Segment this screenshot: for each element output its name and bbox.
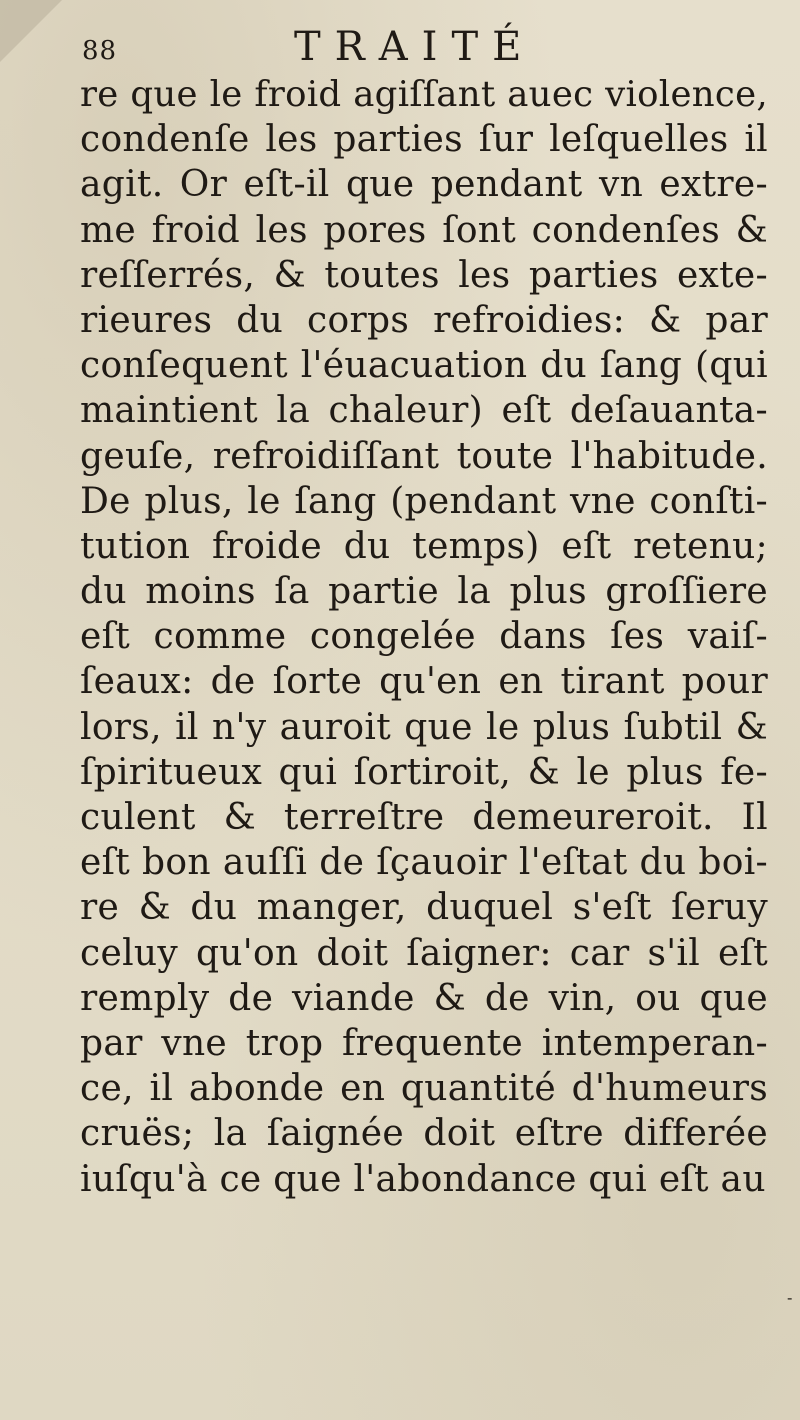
text-line: du moins ſa partie la plus groſſiere (80, 571, 768, 613)
text-line: eſt bon auſſi de ſçauoir l'eſtat du boi- (80, 842, 768, 884)
text-line: re & du manger, duquel s'eſt ſeruy (80, 887, 768, 929)
catchword: - (787, 1288, 793, 1307)
text-line: tution froide du temps) eſt retenu; (80, 525, 768, 567)
text-line: ſeaux: de ſorte qu'en en tirant pour (80, 661, 768, 703)
text-line: eſt comme congelée dans ſes vaiſ- (80, 616, 768, 658)
text-line: culent & terreſtre demeureroit. Il (80, 797, 768, 838)
page-corner-fold (0, 0, 62, 62)
text-line: ſpiritueux qui ſortiroit, & le plus fe- (80, 751, 768, 793)
body-text (80, 72, 768, 1202)
running-head (82, 16, 722, 76)
text-line: reſſerrés, & toutes les parties exte- (80, 254, 768, 296)
text-line: cruës; la ſaignée doit eſtre differée (80, 1113, 768, 1155)
text-line: De plus, le ſang (pendant vne conſti- (80, 480, 768, 522)
text-line: iuſqu'à ce que l'abondance qui eſt au (80, 1158, 766, 1200)
text-line: rieures du corps refroidies: & par (80, 299, 768, 341)
text-line: maintient la chaleur) eſt deſauanta- (80, 390, 768, 432)
text-line: agit. Or eſt-il que pendant vn extre- (80, 164, 768, 206)
text-line: me froid les pores ſont condenſes & (80, 209, 768, 251)
text-line: remply de viande & de vin, ou que (80, 977, 768, 1019)
text-line: ce, il abonde en quantité d'humeurs (80, 1068, 768, 1110)
text-line: geuſe, refroidiſſant toute l'habitude. (80, 435, 768, 477)
text-line: lors, il n'y auroit que le plus ſubtil & (80, 706, 768, 748)
page-number: 88 (82, 36, 118, 66)
text-line: celuy qu'on doit ſaigner: car s'il eſt (80, 932, 768, 974)
text-line: par vne trop frequente intemperan- (80, 1022, 768, 1064)
text-line: re que le froid agiſſant auec violence, (80, 74, 768, 115)
running-title: TRAITÉ (294, 24, 536, 70)
text-line: condenſe les parties ſur leſquelles il (80, 119, 768, 161)
text-line: conſequent l'éuacuation du ſang (qui (80, 345, 768, 387)
